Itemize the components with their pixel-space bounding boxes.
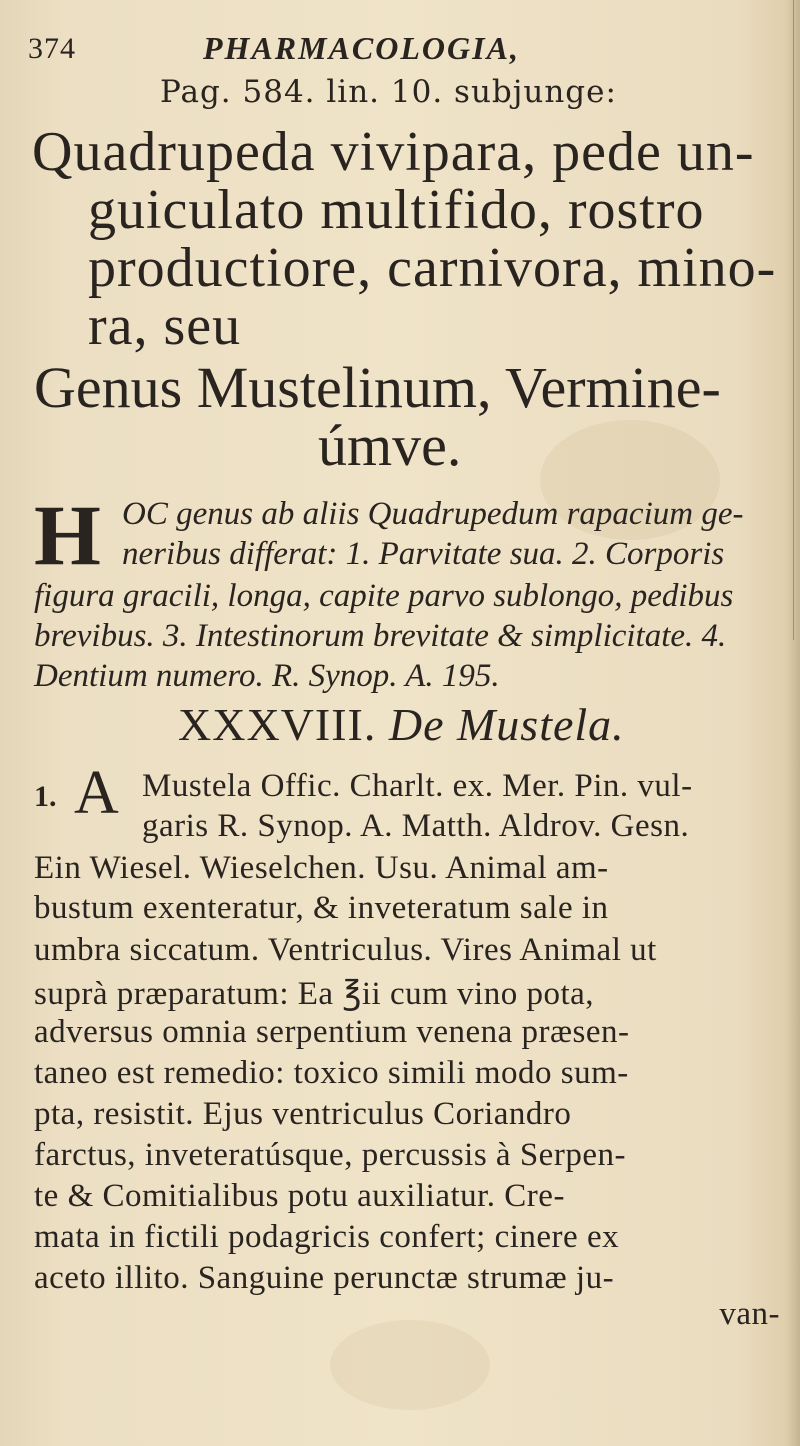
section-title: De Mustela.	[388, 699, 625, 750]
entry-line: adversus omnia serpentium venena præsen-	[34, 1014, 630, 1050]
intro-line: ra, seu	[88, 295, 242, 357]
entry-line: umbra siccatum. Ventriculus. Vires Animal ut	[34, 932, 657, 968]
description-line: OC genus ab aliis Quadrupedum rapacium ge-	[122, 496, 744, 532]
intro-line: guiculato multifido, rostro	[88, 179, 705, 241]
drop-cap: H	[34, 487, 101, 583]
entry-line: garis R. Synop. A. Matth. Aldrov. Gesn.	[142, 808, 690, 844]
reference-line: Pag. 584. lin. 10. subjunge:	[160, 74, 617, 110]
page-edge-line	[793, 0, 794, 640]
entry-line: farctus, inveteratúsque, percussis à Serpen-	[34, 1137, 626, 1173]
running-title: PHARMACOLOGIA,	[203, 30, 520, 66]
intro-line: productiore, carnivora, mino-	[88, 237, 777, 299]
catchword: van-	[719, 1296, 780, 1332]
entry-line: mata in fictili podagricis confert; cinere ex	[34, 1219, 620, 1255]
section-number: XXXVIII.	[178, 699, 377, 750]
entry-line: pta, resistit. Ejus ventriculus Coriandro	[34, 1096, 572, 1132]
entry-line: Mustela Offic. Charlt. ex. Mer. Pin. vul-	[142, 768, 693, 804]
entry-line: taneo est remedio: toxico simili modo sum-	[34, 1055, 629, 1091]
page-header	[28, 28, 788, 78]
page-number: 374	[28, 32, 76, 65]
genus-heading-line: úmve.	[318, 413, 462, 478]
entry-drop-cap: A	[74, 759, 119, 827]
description-line: neribus differat: 1. Parvitate sua. 2. Corporis	[122, 536, 725, 572]
description-line: figura gracili, longa, capite parvo sublongo, pedibus	[34, 578, 734, 614]
entry-number: 1.	[34, 780, 57, 813]
paper-stain	[330, 1320, 490, 1410]
description-line: Dentium numero. R. Synop. A. 195.	[34, 658, 500, 694]
entry-line: bustum exenteratur, & inveteratum sale in	[34, 890, 609, 926]
intro-line: Quadrupeda vivipara, pede un-	[32, 121, 755, 183]
entry-line: te & Comitialibus potu auxiliatur. Cre-	[34, 1178, 565, 1214]
entry-line: suprà præparatum: Ea ℥ii cum vino pota,	[34, 976, 595, 1012]
entry-line: Ein Wiesel. Wieselchen. Usu. Animal am-	[34, 850, 609, 886]
description-line: brevibus. 3. Intestinorum brevitate & simplicitate. 4.	[34, 618, 727, 654]
entry-line: aceto illito. Sanguine perunctæ strumæ ju-	[34, 1260, 615, 1296]
section-heading	[178, 698, 625, 751]
genus-heading-line: Genus Mustelinum, Vermine-	[34, 355, 721, 420]
